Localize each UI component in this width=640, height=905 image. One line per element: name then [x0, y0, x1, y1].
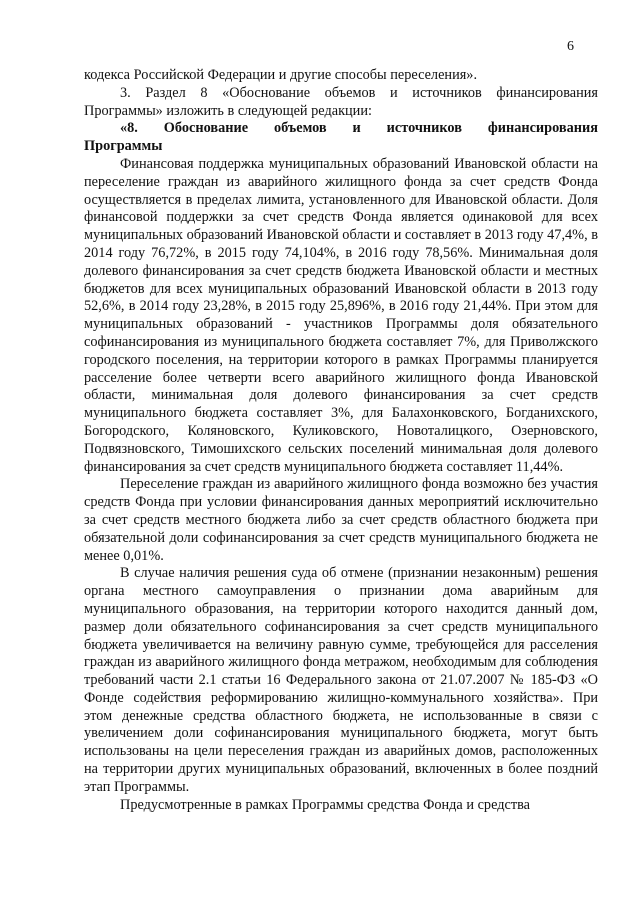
- paragraph-program-funds: Предусмотренные в рамках Программы средства Фонда и средства: [120, 796, 531, 813]
- page-number: 6: [567, 39, 574, 54]
- paragraph-resettlement-without-fund: Переселение граждан из аварийного жилищного фонда возможно без участия средств Фонда при условии финансирования данных мероприятий исключительно за счет средств местного бюджета либо за счет средств областного бюджета при обязательной доли софинансирования за счет средств муниципального бюджета не менее 0,01%.: [84, 476, 598, 564]
- document-body: [84, 67, 598, 814]
- section-heading: «8. Обоснование объемов и источников финансирования: [120, 120, 598, 137]
- text-line-continuation: кодекса Российской Федерации и другие способы переселения».: [84, 67, 478, 83]
- paragraph-court-decision: В случае наличия решения суда об отмене (признании незаконным) решения органа местного самоуправления о признании дома аварийным для муниципального образования, на территории которого находится данный дом, размер доли обязательного софинансирования за счет средств муниципального бюджета увеличивается на величину равную сумме, требующейся для расселения граждан из аварийного жилищного фонда метражом, необходимым для соблюдения требований части 2.1 статьи 16 Федерального закона от 21.07.2007 № 185-ФЗ «О Фонде содействия реформированию жилищно-коммунального хозяйства». При этом денежные средства областного бюджета, не использованные в связи с увеличением доли софинансирования муниципального бюджета, могут быть использованы на цели переселения граждан из аварийных домов, расположенных на территории других муниципальных образований, включенных в более поздний этап Программы.: [84, 565, 598, 795]
- section-heading-tail: Программы: [84, 138, 163, 155]
- amendment-intro: 3. Раздел 8 «Обоснование объемов и источников финансирования Программы» изложить в следующей редакции:: [84, 84, 598, 119]
- paragraph-financial-support: Финансовая поддержка муниципальных образований Ивановской области на переселение граждан из аварийного жилищного фонда за счет средств Фонда осуществляется в пределах лимита, установленного для Ивановской области. Доля финансовой поддержки за счет средств Фонда является одинаковой для всех муниципальных образований Ивановской области и составляет в 2013 году 47,4%, в 2014 году 76,72%, в 2015 году 74,104%, в 2016 году 78,56%. Минимальная доля долевого финансирования за счет средств бюджета Ивановской области и местных бюджетов для всех муниципальных образований Ивановской области в 2013 году 52,6%, в 2014 году 23,28%, в 2015 году 25,896%, в 2016 году 21,44%. При этом для муниципальных образований - участников Программы доля обязательного софинансирования из муниципального бюджета составляет 7%, для Приволжского городского поселения, на территории которого в рамках Программы планируется расселение более четверти всего аварийного жилищного фонда Ивановской области, минимальная доля долевого финансирования за счет средств муниципального бюджета составляет 3%, для Балахонковского, Богданихского, Богородского, Коляновского, Куликовского, Новоталицкого, Озерновского, Подвязновского, Тимошихского сельских поселений минимальная доля долевого финансирования за счет средств муниципального бюджета составляет 11,44%.: [84, 155, 598, 475]
